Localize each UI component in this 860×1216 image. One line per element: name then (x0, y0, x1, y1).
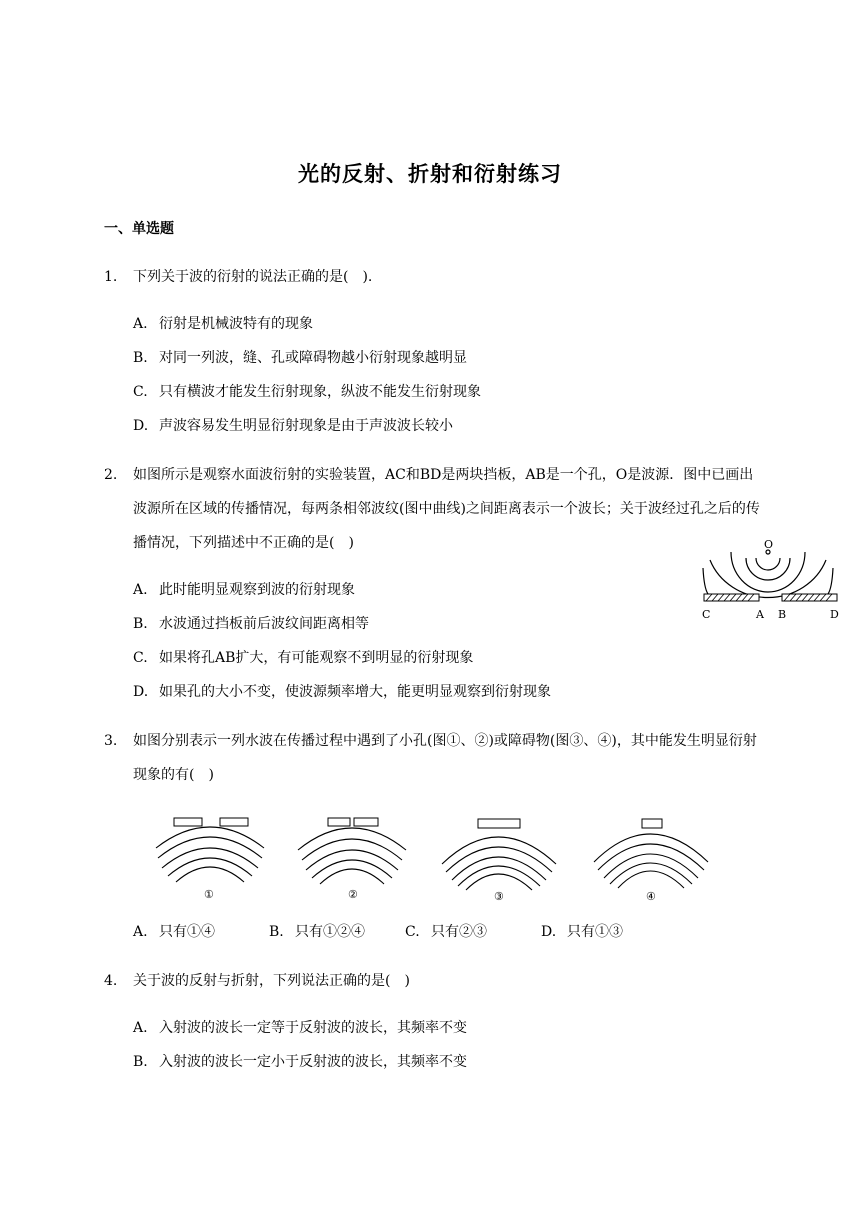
option-text: 只有①②④ (295, 924, 365, 940)
option-text: 只有①④ (159, 924, 215, 940)
q2-option-b (133, 614, 369, 634)
option-letter: B. (133, 616, 148, 632)
page-title: 光的反射、折射和衍射练习 (298, 162, 562, 186)
option-letter: D. (133, 418, 149, 434)
question-4 (104, 964, 764, 998)
option-text: 此时能明显观察到波的衍射现象 (159, 582, 355, 598)
option-letter: A. (133, 582, 148, 598)
option-letter: C. (133, 650, 148, 666)
barrier-bd (782, 594, 837, 601)
option-letter: D. (133, 684, 149, 700)
q2-option-d (133, 682, 551, 702)
question-1 (104, 260, 764, 294)
question-3 (104, 724, 764, 792)
wavefront-edge-right (828, 568, 833, 594)
label-d: D (830, 608, 839, 621)
option-text: 入射波的波长一定小于反射波的波长，其频率不变 (159, 1054, 467, 1070)
q1-option-d (133, 416, 453, 436)
option-letter: B. (133, 1054, 148, 1070)
wave-figure-2 (292, 812, 422, 904)
q3-option-a (133, 922, 215, 942)
question-stem: 下列关于波的衍射的说法正确的是( ). (133, 269, 373, 285)
q4-option-a (133, 1018, 467, 1038)
barrier-ac (704, 594, 759, 601)
option-letter: B. (269, 924, 284, 940)
figure-number: ④ (646, 890, 656, 903)
q2-option-a (133, 580, 355, 600)
figure-number: ③ (494, 890, 504, 903)
figure-number: ② (348, 888, 358, 901)
option-text: 只有横波才能发生衍射现象，纵波不能发生衍射现象 (159, 384, 481, 400)
q1-option-a (133, 314, 313, 334)
option-letter: D. (541, 924, 557, 940)
option-letter: A. (133, 1020, 148, 1036)
wavefront-3 (731, 552, 805, 592)
label-o: O (764, 538, 774, 551)
label-c: C (702, 608, 711, 621)
option-text: 只有①③ (567, 924, 623, 940)
wave-figure-4 (588, 812, 718, 904)
q1-option-b (133, 348, 467, 368)
option-letter: A. (133, 924, 148, 940)
q2-option-c (133, 648, 473, 668)
option-text: 如果孔的大小不变，使波源频率增大，能更明显观察到衍射现象 (159, 684, 551, 700)
option-text: 只有②③ (431, 924, 487, 940)
option-text: 水波通过挡板前后波纹间距离相等 (159, 616, 369, 632)
wave-figure-3 (436, 812, 566, 904)
wavefront-1 (756, 558, 780, 570)
wavefront-2 (746, 558, 790, 580)
option-text: 声波容易发生明显衍射现象是由于声波波长较小 (159, 418, 453, 434)
q1-option-c (133, 382, 481, 402)
label-b: B (778, 608, 787, 621)
q4-option-b (133, 1052, 467, 1072)
question-2 (104, 458, 764, 560)
label-a: A (756, 608, 764, 621)
option-text: 入射波的波长一定等于反射波的波长，其频率不变 (159, 1020, 467, 1036)
question-number: 1. (104, 269, 118, 285)
question-stem: 如图所示是观察水面波衍射的实验装置，AC和BD是两块挡板，AB是一个孔，O是波源．图中已画出波源所在区域的传播情况，每两条相邻波纹(图中曲线)之间距离表示一个波长；关于波经过孔之后的传播情况，下列描述中不正确的是( ) (133, 467, 760, 551)
option-letter: C. (133, 384, 148, 400)
section-heading: 一、单选题 (104, 221, 174, 237)
figure-number: ① (204, 888, 214, 901)
option-letter: B. (133, 350, 148, 366)
option-letter: C. (405, 924, 420, 940)
q3-option-c (405, 922, 487, 942)
option-text: 对同一列波，缝、孔或障碍物越小衍射现象越明显 (159, 350, 467, 366)
question-stem: 如图分别表示一列水波在传播过程中遇到了小孔(图①、②)或障碍物(图③、④)，其中能发生明显衍射现象的有( ) (133, 733, 757, 783)
question-stem: 关于波的反射与折射，下列说法正确的是( ) (133, 973, 410, 989)
wave-figure-1 (150, 812, 280, 904)
q3-option-d (541, 922, 623, 942)
wavefront-edge-left (703, 568, 708, 594)
question-number: 2. (104, 467, 118, 483)
option-letter: A. (133, 316, 148, 332)
question-number: 3. (104, 733, 118, 749)
option-text: 如果将孔AB扩大，有可能观察不到明显的衍射现象 (159, 650, 474, 666)
diffraction-apparatus-figure (700, 530, 842, 626)
question-number: 4. (104, 973, 118, 989)
q3-option-b (269, 922, 365, 942)
option-text: 衍射是机械波特有的现象 (159, 316, 313, 332)
